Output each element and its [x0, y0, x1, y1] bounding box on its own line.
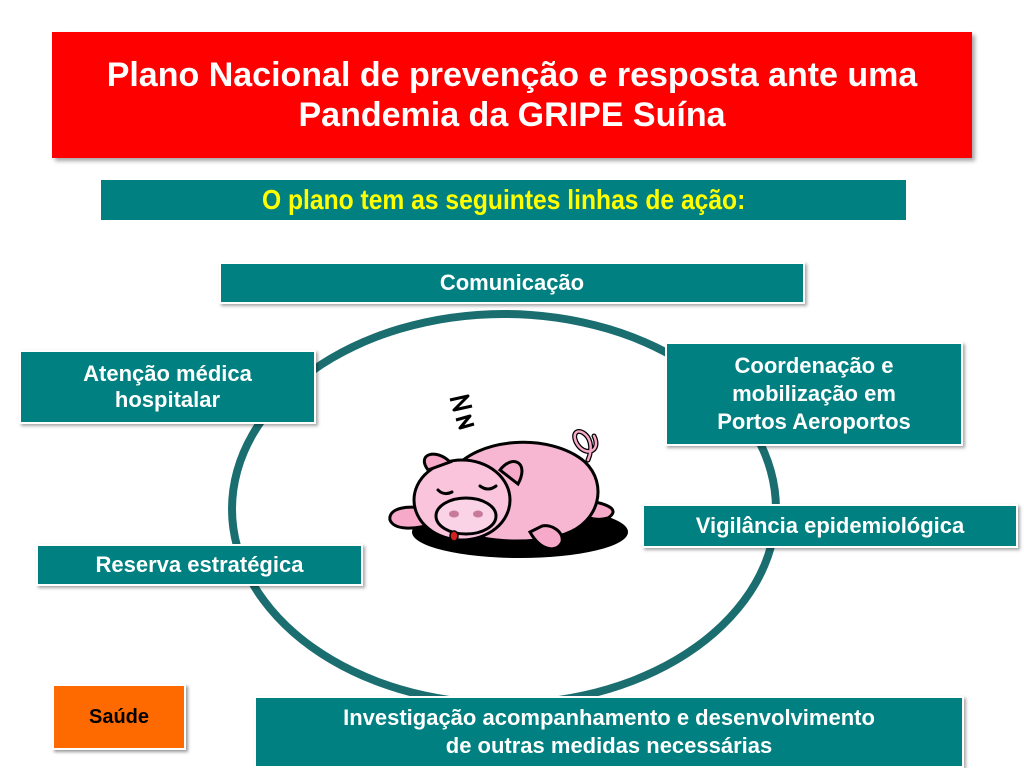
action-investigacao — [254, 696, 964, 768]
action-coordenacao-line1: Coordenação e — [734, 353, 894, 378]
action-vigilancia-label: Vigilância epidemiológica — [695, 513, 965, 538]
sleeping-pig-illustration — [380, 392, 630, 572]
action-coordenacao-line3: Portos Aeroportos — [717, 409, 911, 434]
action-investigacao-line2: de outras medidas necessárias — [445, 733, 773, 758]
saude-button-label: Saúde — [88, 705, 150, 728]
action-atencao-line1: Atenção médica — [83, 361, 252, 386]
slide-title: Plano Nacional de prevenção e resposta ante uma Pandemia da GRIPE Suína — [106, 56, 918, 134]
action-investigacao-line1: Investigação acompanhamento e desenvolvimento — [343, 705, 875, 730]
action-coordenacao — [665, 342, 963, 446]
zzz-icon — [450, 396, 474, 428]
action-vigilancia — [642, 504, 1018, 548]
action-atencao-medica — [19, 350, 316, 424]
subtitle-box — [101, 180, 906, 220]
action-comunicacao — [219, 262, 805, 304]
action-reserva-label: Reserva estratégica — [95, 552, 304, 577]
action-atencao-line2: hospitalar — [114, 387, 221, 412]
action-reserva — [36, 544, 363, 586]
action-coordenacao-line2: mobilização em — [732, 381, 896, 406]
saude-button[interactable] — [52, 684, 186, 750]
slide-subtitle: O plano tem as seguintes linhas de ação: — [261, 184, 746, 215]
action-comunicacao-label: Comunicação — [439, 270, 585, 295]
slide-title-box — [52, 32, 972, 158]
